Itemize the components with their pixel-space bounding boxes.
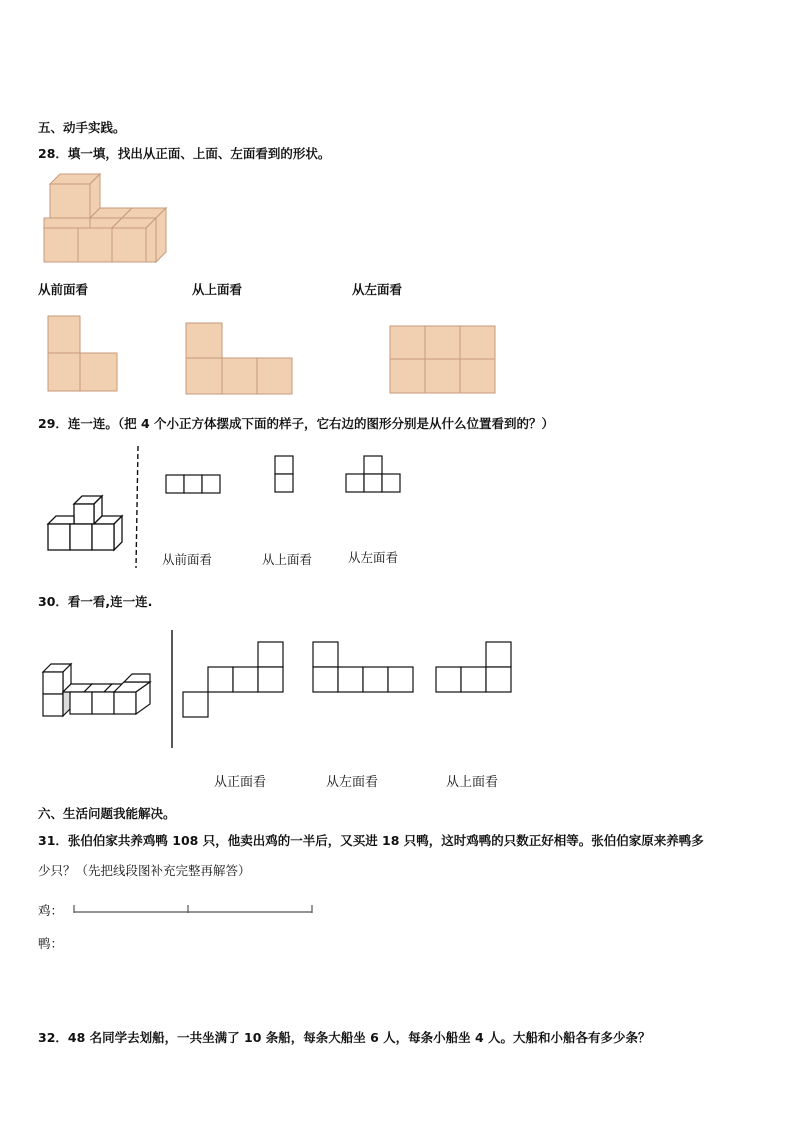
section-title-5: 五、动手实践。 bbox=[38, 120, 126, 135]
q31-chicken-segment-diagram bbox=[72, 902, 316, 916]
q30-cube-stack-figure bbox=[40, 662, 154, 718]
q29-cube-stack-figure bbox=[45, 495, 125, 555]
q28-left-view bbox=[389, 325, 497, 395]
q28-cube-stack-figure bbox=[42, 174, 172, 266]
question-28-text: 28．填一填，找出从正面、上面、左面看到的形状。 bbox=[38, 146, 331, 161]
question-30-text: 30．看一看,连一连. bbox=[38, 594, 153, 609]
question-31-text-line2: 少只？（先把线段图补充完整再解答） bbox=[38, 863, 251, 878]
q30-view-3 bbox=[435, 641, 515, 695]
q28-front-view bbox=[47, 315, 119, 393]
q29-view-2 bbox=[274, 455, 296, 495]
q29-view-3 bbox=[345, 455, 403, 495]
question-32-text: 32．48 名同学去划船，一共坐满了 10 条船，每条大船坐 6 人，每条小船坐 4 人。大船和小船各有多少条？ bbox=[38, 1030, 651, 1045]
q28-label-front: 从前面看 bbox=[38, 282, 89, 297]
question-31-text-line1: 31．张伯伯家共养鸡鸭 108 只，他卖出鸡的一半后，又买进 18 只鸭，这时鸡鸭的只数正好相等。张伯伯家原来养鸭多 bbox=[38, 833, 704, 848]
q29-label-3: 从左面看 bbox=[348, 550, 399, 565]
q29-divider-dashed-line bbox=[135, 446, 141, 570]
q30-view-2 bbox=[312, 641, 416, 695]
q30-divider-line bbox=[170, 630, 174, 750]
q30-label-1: 从正面看 bbox=[214, 775, 267, 790]
question-29-text: 29．连一连。（把 4 个小正方体摆成下面的样子，它右边的图形分别是从什么位置看到的？） bbox=[38, 416, 555, 431]
q30-label-3: 从上面看 bbox=[446, 775, 499, 790]
q29-view-1 bbox=[165, 474, 223, 496]
q28-label-top: 从上面看 bbox=[192, 282, 243, 297]
q30-view-1 bbox=[182, 641, 286, 719]
q28-top-view bbox=[185, 322, 295, 396]
q30-label-2: 从左面看 bbox=[326, 775, 379, 790]
q29-label-1: 从前面看 bbox=[162, 552, 213, 567]
q31-chicken-label: 鸡： bbox=[38, 903, 64, 918]
q31-duck-label: 鸭： bbox=[38, 936, 64, 951]
q28-label-left: 从左面看 bbox=[352, 282, 403, 297]
q29-label-2: 从上面看 bbox=[262, 552, 313, 567]
section-title-6: 六、生活问题我能解决。 bbox=[38, 806, 176, 821]
